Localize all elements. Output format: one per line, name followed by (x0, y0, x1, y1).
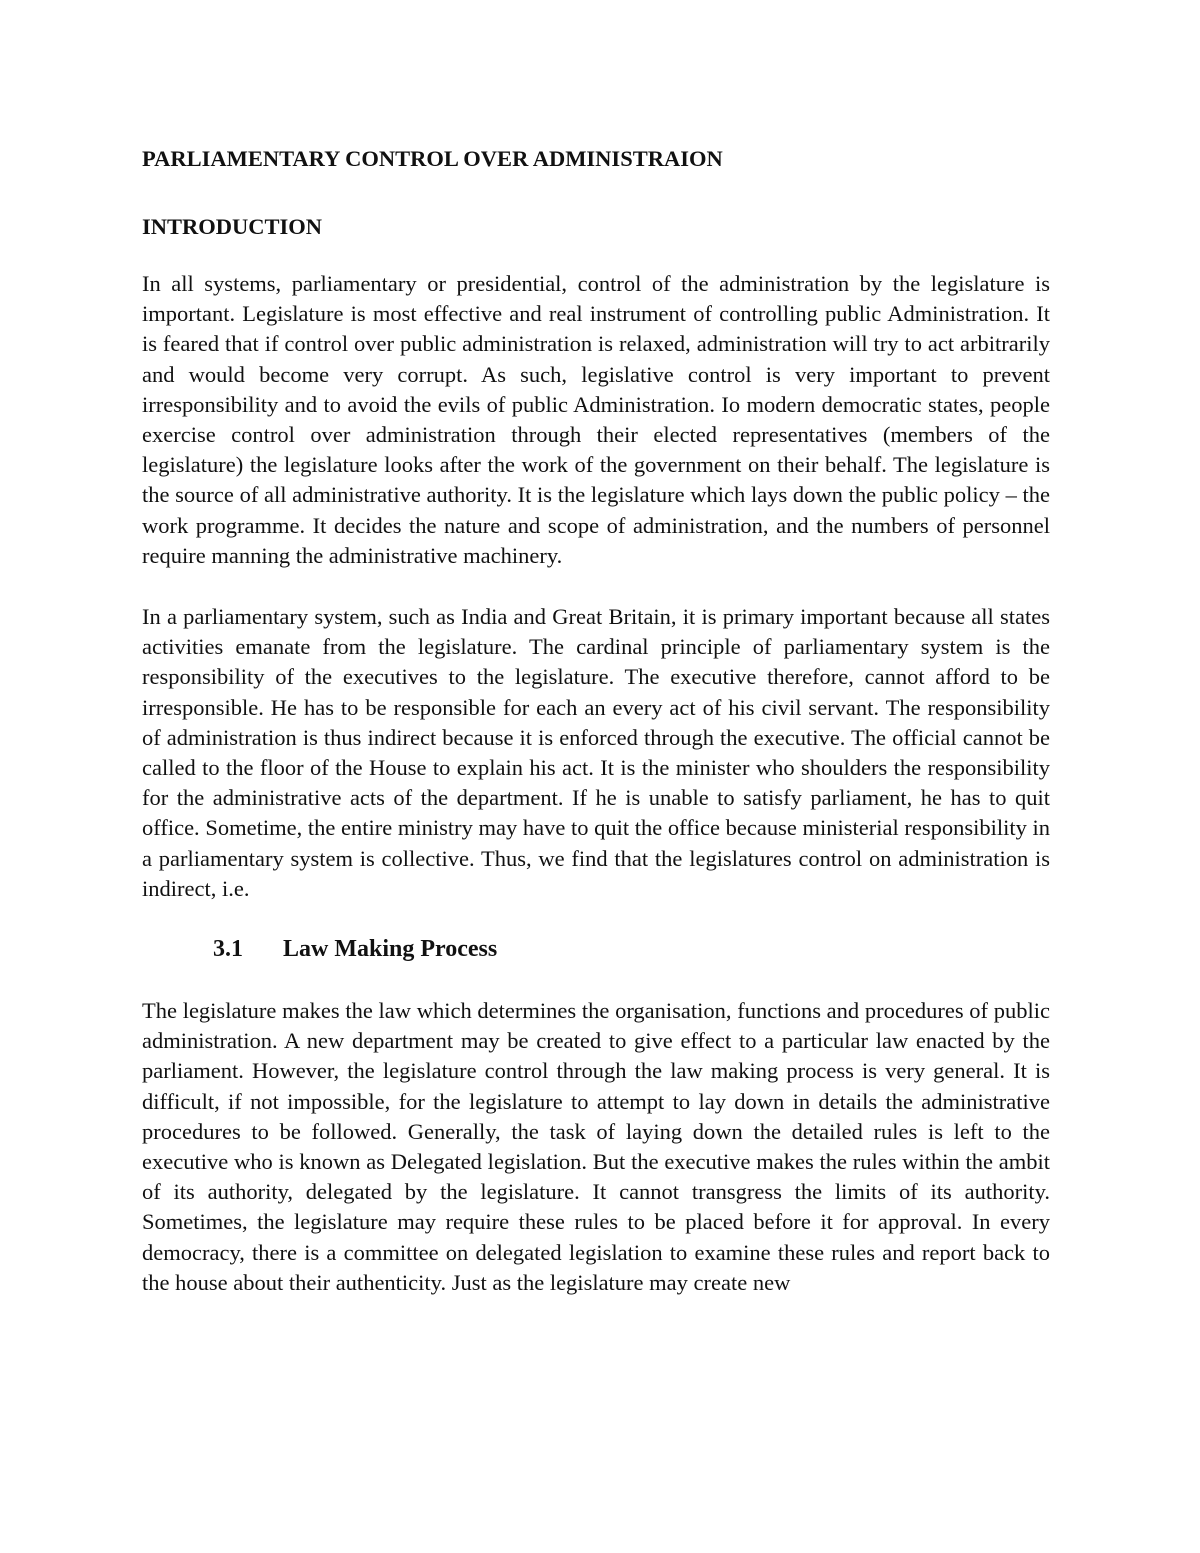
law-making-paragraph-1: The legislature makes the law which determines the organisation, functions and procedures of public administration. A new department may be created to give effect to a particular law enacted by the parliament. However, the legislature control through the law making process is very general. It is difficult, if not impossible, for the legislature to attempt to lay down in details the administrative procedures to be followed. Generally, the task of laying down the detailed rules is left to the executive who is known as Delegated legislation. But the executive makes the rules within the ambit of its authority, delegated by the legislature. It cannot transgress the limits of its authority. Sometimes, the legislature may require these rules to be placed before it for approval. In every democracy, there is a committee on delegated legislation to examine these rules and report back to the house about their authenticity. Just as the legislature may create new (142, 998, 1050, 1295)
section-3-1-heading (142, 934, 1050, 964)
introduction-paragraph-1: In all systems, parliamentary or presidential, control of the administration by the legislature is important. Legislature is most effective and real instrument of controlling public Administration. It is feared that if control over public administration is relaxed, administration will try to act arbitrarily and would become very corrupt. As such, legislative control is very important to prevent irresponsibility and to avoid the evils of public Administration. Io modern democratic states, people exercise control over administration through their elected representatives (members of the legislature) the legislature looks after the work of the government on their behalf. The legislature is the source of all administrative authority. It is the legislature which lays down the public policy – the work programme. It decides the nature and scope of administration, and the numbers of personnel require manning the administrative machinery. (142, 271, 1050, 568)
introduction-paragraph-2: In a parliamentary system, such as India and Great Britain, it is primary important because all states activities emanate from the legislature. The cardinal principle of parliamentary system is the responsibility of the executives to the legislature. The executive therefore, cannot afford to be irresponsible. He has to be responsible for each an every act of his civil servant. The responsibility of administration is thus indirect because it is enforced through the executive. The official cannot be called to the floor of the House to explain his act. It is the minister who shoulders the responsibility for the administrative acts of the department. If he is unable to satisfy parliament, he has to quit office. Sometime, the entire ministry may have to quit the office because ministerial responsibility in a parliamentary system is collective. Thus, we find that the legislatures control on administration is indirect, i.e. (142, 604, 1050, 901)
introduction-heading: INTRODUCTION (142, 214, 323, 239)
document-title: PARLIAMENTARY CONTROL OVER ADMINISTRAION (142, 146, 723, 171)
section-3-1-number: 3.1 (213, 936, 243, 963)
document-body (142, 140, 1050, 1298)
section-3-1-title: Law Making Process (283, 936, 498, 963)
